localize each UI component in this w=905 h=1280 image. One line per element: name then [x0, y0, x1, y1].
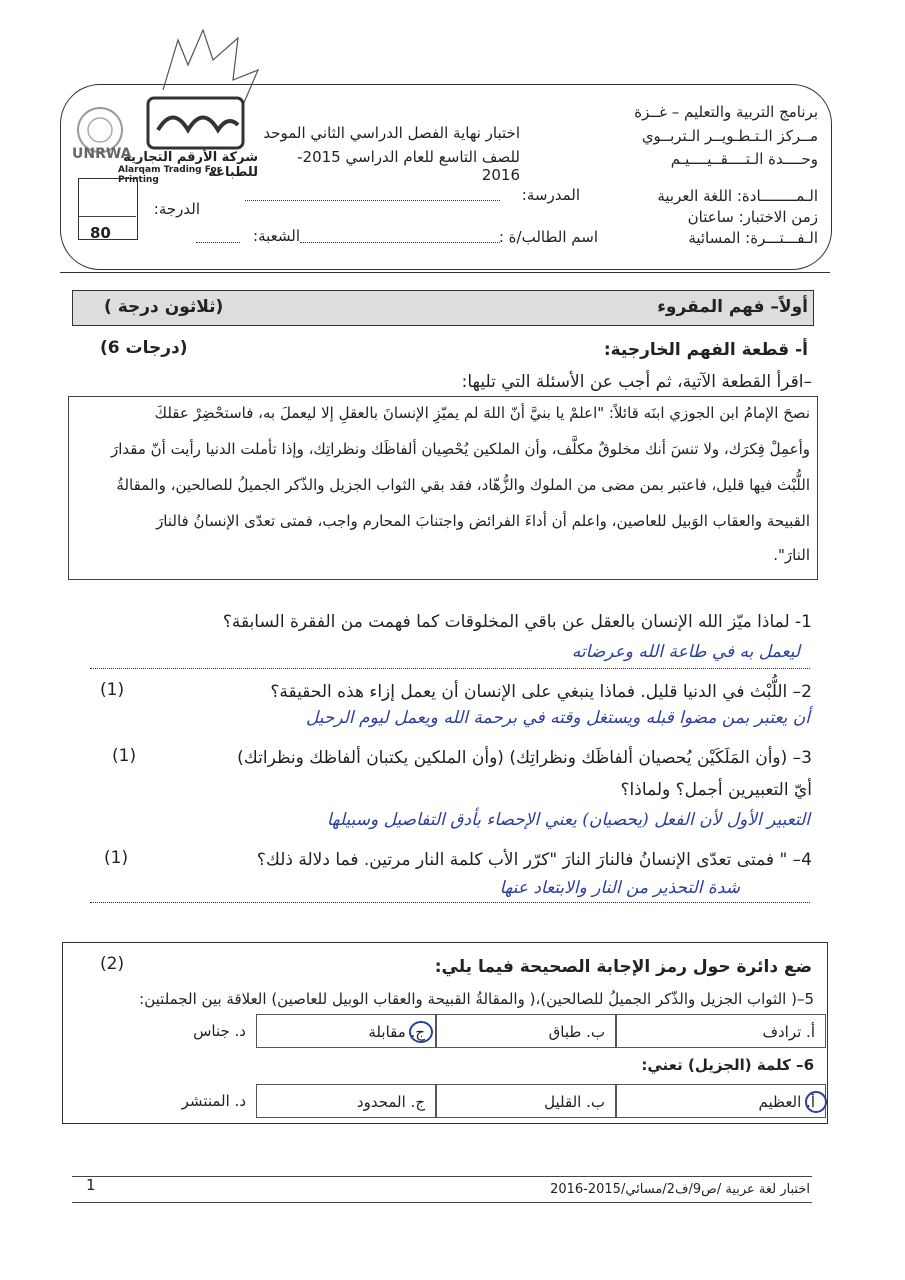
partA-instruction: –اقرأ القطعة الآتية، ثم أجب عن الأسئلة التي تليها:	[461, 372, 812, 392]
school-label: المدرسة:	[521, 186, 580, 204]
answer-3[interactable]: التعبير الأول لأن الفعل (يحصيان) يعني الإحصاء بأدق التفاصيل وسبيلها	[326, 810, 810, 830]
header-underline	[60, 272, 830, 273]
q5-option-d[interactable]: د. جناس	[193, 1022, 246, 1040]
q6-option-b[interactable]: ب. القليل	[436, 1084, 616, 1118]
section-label: الشعبة:	[253, 227, 300, 245]
logo-arabic-text: شركة الأرقم التجارية للطباعة	[123, 150, 258, 180]
student-label: اسم الطالب/ة :	[498, 228, 598, 246]
q5-option-a[interactable]: أ. ترادف	[616, 1014, 826, 1048]
header-line-2: مــركز الـتـطـويــر الـتربــوي	[641, 127, 818, 145]
passage-line-3: اللُّبْث فيها قليل، فاعتبر بمن مضى من الملوك والزُّهّاد، فقد بقي الثواب الجزيل والذّكر الجميلُ للصالحين، والمقالةُ	[116, 476, 810, 494]
school-field[interactable]	[245, 200, 500, 201]
question-3: 3– (وأن المَلَكَيْن يُحصيان ألفاظَك ونظراتِك) (وأن الملكين يكتبان ألفاظك ونظراتك)	[237, 748, 812, 768]
grade-divider	[78, 216, 136, 217]
answer-1-line	[90, 668, 810, 669]
partA-marks: (6 درجات)	[100, 338, 188, 358]
answer-2[interactable]: أن يعتبر بمن مضوا قبله ويستغل وقته في برحمة الله ويعمل ليوم الرحيل	[305, 708, 810, 728]
unrwa-text: UNRWA	[72, 146, 132, 162]
q6-option-a[interactable]: أ. العظيم	[616, 1084, 826, 1118]
exam-title: اختبار نهاية الفصل الدراسي الثاني الموحد	[263, 124, 520, 142]
question-2: 2– اللُّبْث في الدنيا قليل. فماذا ينبغي على الإنسان أن يعمل إزاء هذه الحقيقة؟	[270, 682, 812, 702]
footer-line-top	[72, 1176, 812, 1177]
exam-class-year: للصف التاسع للعام الدراسي 2015-2016	[297, 148, 520, 184]
q5-options-row	[62, 1014, 826, 1048]
passage-line-1: نصحَ الإمامُ ابن الجوزي ابنَه قائلاً: "اعلمْ يا بنيَّ أنّ اللهَ لم يميّزِ الإنسانَ بالعقلِ إلا ليعملَ به، فاستحْضِرْ عقلكَ	[154, 404, 810, 422]
footer-code: اختبار لغة عربية /ص9/ف2/مسائي/2015-2016	[550, 1182, 810, 1197]
student-field[interactable]	[300, 242, 500, 243]
page-number: 1	[86, 1176, 96, 1194]
period-line: الـفـــتـــرة: المسائية	[688, 229, 818, 247]
question-1: 1- لماذا ميّز الله الإنسان بالعقل عن باقي المخلوقات كما فهمت من الفقرة السابقة؟	[222, 612, 812, 632]
question-3-mark: (1)	[112, 746, 137, 766]
q5-selected-circle	[408, 1020, 434, 1044]
mcq-instruction: ضع دائرة حول رمز الإجابة الصحيحة فيما يلي:	[434, 957, 812, 977]
q6-option-c[interactable]: ج. المحدود	[256, 1084, 436, 1118]
question-4-mark: (1)	[104, 848, 129, 868]
question-5: 5–( الثواب الجزيل والذّكر الجميلُ للصالحين)،( والمقالةُ القبيحة والعقاب الوبيل للعاصين) العلاقة بين الجملتين:	[139, 990, 814, 1008]
question-3-sub: أيّ التعبيرين أجمل؟ ولماذا؟	[620, 780, 812, 800]
q5-option-b[interactable]: ب. طباق	[436, 1014, 616, 1048]
subject-line: الـمــــــــادة: اللغة العربية	[657, 187, 818, 205]
section1-title: أولاً– فهم المقروء	[657, 297, 808, 317]
logo-english-text: Alarqam Trading For Printing	[118, 165, 222, 185]
question-6: 6– كلمة (الجزيل) تعني:	[641, 1056, 814, 1074]
header-line-1: برنامج التربية والتعليم – غــزة	[634, 103, 818, 121]
question-4: 4– " فمتى تعدّى الإنسانُ فالنارَ النارَ "كرّر الأب كلمة النار مرتين. فما دلالة ذلك؟	[256, 850, 812, 870]
q6-options-row	[62, 1084, 826, 1118]
header-line-3: وحــــدة الـتــــقــيــــيـم	[670, 150, 818, 168]
answer-4-line	[90, 902, 810, 903]
q6-selected-circle	[804, 1090, 828, 1114]
footer-line-bottom	[72, 1202, 812, 1203]
passage-line-5: النارَ".	[773, 546, 810, 564]
partA-title: أ- قطعة الفهم الخارجية:	[603, 340, 808, 360]
section-field[interactable]	[196, 242, 240, 243]
q5-option-c[interactable]: ج. مقابلة	[256, 1014, 436, 1048]
grade-total: 80	[90, 224, 111, 242]
answer-1[interactable]: ليعمل به في طاعة الله وعرضاته	[571, 642, 800, 662]
duration-line: زمن الاختبار: ساعتان	[687, 208, 818, 226]
grade-label: الدرجة:	[153, 200, 200, 218]
q6-option-d[interactable]: د. المنتشر	[181, 1092, 246, 1110]
section1-marks: ( ثلاثون درجة)	[104, 297, 224, 317]
passage-line-4: القبيحة والعقاب الوَبيل للعاصين، واعلم أن أداءَ الفرائض واجتنابَ المحارم واجب، فمتى تعدّى الإنسانُ فالنارَ	[156, 512, 810, 530]
mcq-marks: (2)	[100, 954, 125, 974]
passage-line-2: وأعمِلْ فِكرَك، ولا تنسَ أنك مخلوقٌ مكلَّف، وأن الملكين يُحْصِيان ألفاظَك ونظراتِك، وإذا تأملت الدنيا رأيت أنّ مقدارَ	[110, 440, 810, 458]
question-2-mark: (1)	[100, 680, 125, 700]
answer-4[interactable]: شدة التحذير من النار والابتعاد عنها	[499, 878, 740, 898]
